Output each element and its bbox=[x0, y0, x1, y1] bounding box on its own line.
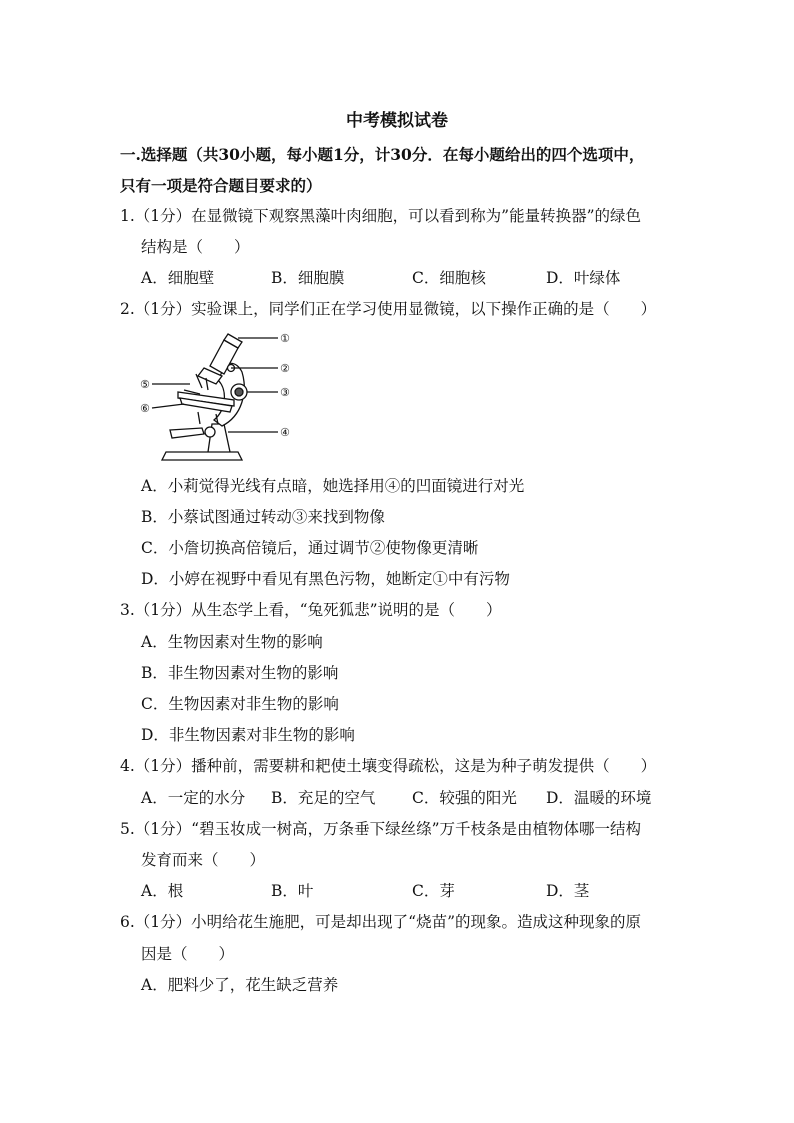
label-2: ② bbox=[280, 362, 290, 375]
label-4: ④ bbox=[280, 426, 290, 439]
question-3-option-b[interactable]: B．非生物因素对生物的影响 bbox=[141, 664, 339, 682]
option-d[interactable]: D．叶绿体 bbox=[546, 269, 621, 287]
question-6-option-a[interactable]: A．肥料少了，花生缺乏营养 bbox=[141, 976, 339, 994]
section-heading-line-2: 只有一项是符合题目要求的） bbox=[120, 176, 322, 195]
option-a[interactable]: A．根 bbox=[141, 882, 184, 900]
question-1-stem: 1.（1分）在显微镜下观察黑藻叶肉细胞，可以看到称为”能量转换器”的绿色 bbox=[120, 207, 642, 225]
label-5: ⑤ bbox=[140, 378, 150, 391]
question-3-option-a[interactable]: A．生物因素对生物的影响 bbox=[141, 633, 323, 651]
question-4-stem: 4.（1分）播种前，需要耕和耙使土壤变得疏松，这是为种子萌发提供（ ） bbox=[120, 757, 657, 775]
question-2-option-c[interactable]: C．小詹切换高倍镜后，通过调节②使物像更清晰 bbox=[141, 539, 479, 557]
question-2-stem: 2.（1分）实验课上，同学们正在学习使用显微镜，以下操作正确的是（ ） bbox=[120, 300, 657, 318]
option-b[interactable]: B．叶 bbox=[271, 882, 314, 900]
question-5-stem-cont: 发育而来（ ） bbox=[141, 851, 266, 869]
option-b[interactable]: B．细胞膜 bbox=[271, 269, 345, 287]
label-1: ① bbox=[280, 332, 290, 345]
option-a[interactable]: A．细胞壁 bbox=[141, 269, 215, 287]
option-a[interactable]: A．一定的水分 bbox=[141, 789, 246, 807]
question-6-stem-cont: 因是（ ） bbox=[141, 945, 235, 963]
microscope-diagram bbox=[138, 328, 298, 468]
question-2-option-b[interactable]: B．小蔡试图通过转动③来找到物像 bbox=[141, 508, 385, 526]
question-3-stem: 3.（1分）从生态学上看，“兔死狐悲”说明的是（ ） bbox=[120, 601, 502, 619]
question-1-stem-cont: 结构是（ ） bbox=[141, 238, 250, 256]
question-5-stem: 5.（1分）“碧玉妆成一树高，万条垂下绿丝绦”万千枝条是由植物体哪一结构 bbox=[120, 820, 642, 838]
option-c[interactable]: C．芽 bbox=[412, 882, 455, 900]
option-b[interactable]: B．充足的空气 bbox=[271, 789, 376, 807]
question-3-option-d[interactable]: D．非生物因素对非生物的影响 bbox=[141, 726, 355, 744]
option-c[interactable]: C．细胞核 bbox=[412, 269, 486, 287]
question-6-stem: 6.（1分）小明给花生施肥，可是却出现了“烧苗”的现象。造成这种现象的原 bbox=[120, 913, 642, 931]
option-d[interactable]: D．温暖的环境 bbox=[546, 789, 652, 807]
question-2-option-d[interactable]: D．小婷在视野中看见有黑色污物，她断定①中有污物 bbox=[141, 570, 510, 588]
question-2-option-a[interactable]: A．小莉觉得光线有点暗，她选择用④的凹面镜进行对光 bbox=[141, 477, 525, 495]
option-c[interactable]: C．较强的阳光 bbox=[412, 789, 517, 807]
section-heading-line-1: 一.选择题（共30小题，每小题1分，计30分．在每小题给出的四个选项中， bbox=[120, 145, 645, 164]
label-3: ③ bbox=[280, 386, 290, 399]
question-3-option-c[interactable]: C．生物因素对非生物的影响 bbox=[141, 695, 339, 713]
page-title: 中考模拟试卷 bbox=[346, 111, 448, 131]
label-6: ⑥ bbox=[140, 402, 150, 415]
option-d[interactable]: D．茎 bbox=[546, 882, 590, 900]
